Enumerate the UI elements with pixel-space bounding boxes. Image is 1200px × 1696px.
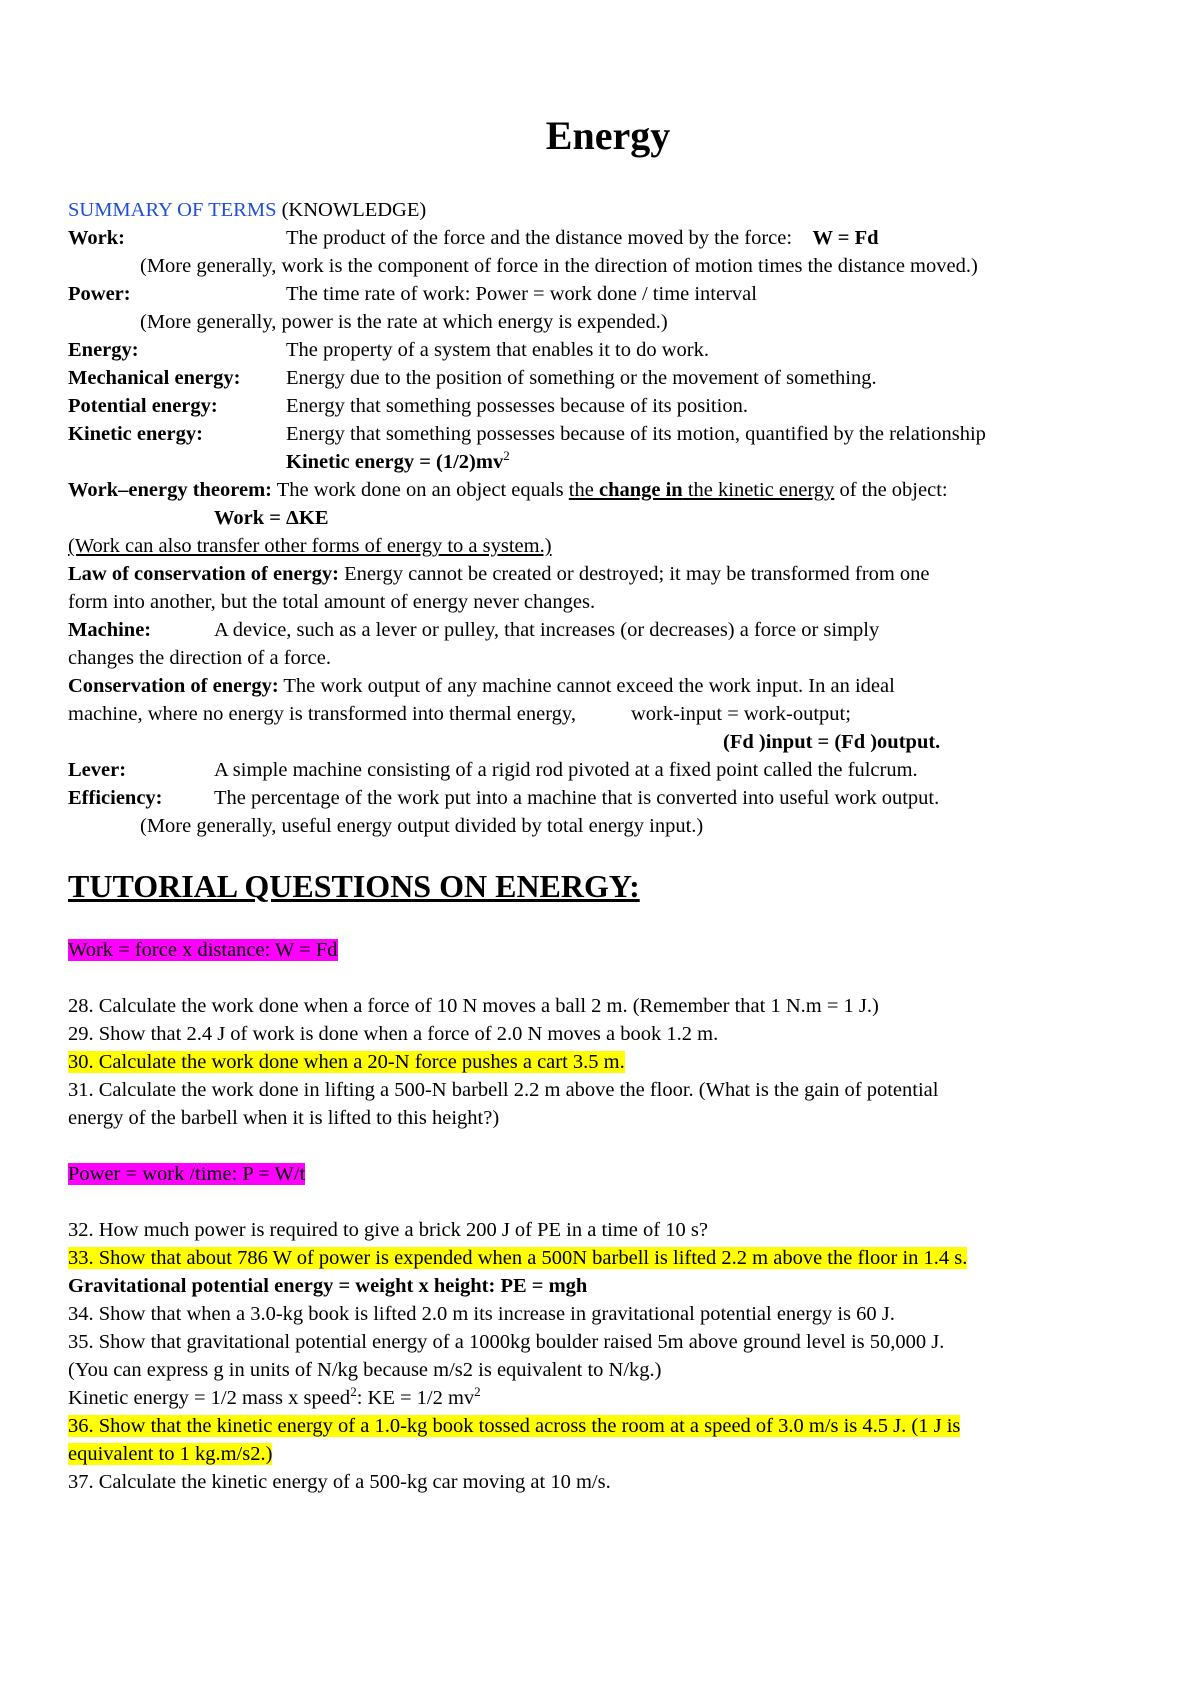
- question-31: 31. Calculate the work done in lifting a 500-N barbell 2.2 m above the floor. (What is the gain of potential: [68, 1079, 939, 1101]
- term-label: Machine:: [68, 619, 152, 641]
- term-definition: Energy due to the position of something or the movement of something.: [286, 367, 877, 389]
- page-title: Energy: [545, 113, 671, 158]
- term-lever: [68, 756, 1148, 784]
- question-35: 35. Show that gravitational potential energy of a 1000kg boulder raised 5m above ground level is 50,000 J.: [68, 1331, 945, 1353]
- fd-formula-text: (Fd )input = (Fd )output.: [723, 731, 941, 753]
- term-definition-end: of the object:: [834, 479, 948, 501]
- work-formula: W = Fd: [812, 227, 879, 249]
- gpe-heading-text: Gravitational potential energy = weight x height: PE = mgh: [68, 1275, 588, 1297]
- question-33: [68, 1244, 1148, 1272]
- term-conservation-energy: [68, 672, 1148, 700]
- term-definition: The property of a system that enables it to do work.: [286, 339, 709, 361]
- summary-heading: [68, 196, 1148, 224]
- efficiency-more: (More generally, useful energy output divided by total energy input.): [140, 815, 704, 837]
- term-definition: The time rate of work: Power = work done / time interval: [286, 283, 757, 305]
- kinetic-formula-text: Kinetic energy = (1/2)mv: [286, 451, 504, 473]
- term-definition: The product of the force and the distance moved by the force:: [286, 227, 793, 249]
- underlined-part: the: [568, 479, 599, 501]
- term-definition: Energy that something possesses because of its motion, quantified by the relationship: [286, 423, 986, 445]
- highlighted-question: 36. Show that the kinetic energy of a 1.0-kg book tossed across the room at a speed of 3.0 m/s is 4.5 J. (1 J is: [68, 1415, 961, 1437]
- fd-formula: [68, 728, 1148, 756]
- term-power: [68, 280, 1148, 308]
- kinetic-energy-formula-line: [68, 1384, 1148, 1412]
- question-36: [68, 1412, 1148, 1440]
- work-energy-note: (Work can also transfer other forms of energy to a system.): [68, 535, 552, 557]
- conservation-energy-cont: [68, 700, 1148, 728]
- highlighted-formula: Work = force x distance: W = Fd: [68, 939, 338, 961]
- gpe-heading: [68, 1272, 1148, 1300]
- question-35-cont: (You can express g in units of N/kg because m/s2 is equivalent to N/kg.): [68, 1359, 662, 1381]
- ke-exponent: 2: [474, 1384, 481, 1400]
- ke-text: : KE = 1/2 mv: [356, 1387, 475, 1409]
- machine-cont: changes the direction of a force.: [68, 647, 331, 669]
- term-label: Efficiency:: [68, 787, 163, 809]
- term-label: Energy:: [68, 339, 139, 361]
- kinetic-formula: [68, 448, 1148, 476]
- term-kinetic-energy: [68, 420, 1148, 448]
- term-machine: [68, 616, 1148, 644]
- term-label: Conservation of energy:: [68, 675, 279, 697]
- term-label: Work:: [68, 227, 125, 249]
- term-label: Power:: [68, 283, 131, 305]
- work-more: (More generally, work is the component of force in the direction of motion times the distance moved.): [140, 255, 978, 277]
- document-page: [68, 112, 1148, 1496]
- question-28: 28. Calculate the work done when a force of 10 N moves a ball 2 m. (Remember that 1 N.m = 1 J.): [68, 995, 879, 1017]
- question-31-cont: energy of the barbell when it is lifted to this height?): [68, 1107, 500, 1129]
- underlined-bold-part: change in: [598, 479, 683, 501]
- term-work: [68, 224, 1148, 252]
- term-label: Potential energy:: [68, 395, 218, 417]
- term-label: Law of conservation of energy:: [68, 563, 340, 585]
- question-29: 29. Show that 2.4 J of work is done when a force of 2.0 N moves a book 1.2 m.: [68, 1023, 719, 1045]
- term-definition: A device, such as a lever or pulley, that increases (or decreases) a force or simply: [214, 619, 880, 641]
- highlighted-question: equivalent to 1 kg.m/s2.): [68, 1443, 273, 1465]
- term-work-energy-theorem: [68, 476, 1148, 504]
- question-37: 37. Calculate the kinetic energy of a 500-kg car moving at 10 m/s.: [68, 1471, 611, 1493]
- work-formula-banner: [68, 936, 1148, 964]
- work-energy-formula: [68, 504, 1148, 532]
- highlighted-question: 30. Calculate the work done when a 20-N force pushes a cart 3.5 m.: [68, 1051, 625, 1073]
- summary-heading-colored: SUMMARY OF TERMS: [68, 199, 277, 221]
- summary-heading-rest: (KNOWLEDGE): [276, 199, 427, 221]
- term-definition: The work done on an object equals: [272, 479, 569, 501]
- term-definition: A simple machine consisting of a rigid rod pivoted at a fixed point called the fulcrum.: [214, 759, 918, 781]
- tutorial-heading: TUTORIAL QUESTIONS ON ENERGY:: [68, 868, 640, 904]
- term-efficiency: [68, 784, 1148, 812]
- ke-text: Kinetic energy = 1/2 mass x speed: [68, 1387, 351, 1409]
- power-more: (More generally, power is the rate at which energy is expended.): [140, 311, 668, 333]
- term-definition: machine, where no energy is transformed into thermal energy,: [68, 703, 576, 725]
- term-energy: [68, 336, 1148, 364]
- work-io-equation: work-input = work-output;: [630, 703, 851, 725]
- question-30: [68, 1048, 1148, 1076]
- ke-exponent: 2: [350, 1384, 357, 1400]
- kinetic-formula-exponent: 2: [503, 448, 510, 464]
- term-definition: Energy cannot be created or destroyed; it may be transformed from one: [339, 563, 930, 585]
- power-formula-banner: [68, 1160, 1148, 1188]
- highlighted-formula: Power = work /time: P = W/t: [68, 1163, 306, 1185]
- term-label: Work–energy theorem:: [68, 479, 272, 501]
- work-energy-formula-text: Work = ΔKE: [214, 507, 329, 529]
- law-conservation-cont: form into another, but the total amount of energy never changes.: [68, 591, 596, 613]
- term-definition: The work output of any machine cannot exceed the work input. In an ideal: [278, 675, 895, 697]
- term-potential-energy: [68, 392, 1148, 420]
- term-label: Lever:: [68, 759, 127, 781]
- term-label: Kinetic energy:: [68, 423, 203, 445]
- highlighted-question: 33. Show that about 786 W of power is expended when a 500N barbell is lifted 2.2 m above the floor in 1.4 s.: [68, 1247, 968, 1269]
- term-label: Mechanical energy:: [68, 367, 241, 389]
- term-definition: The percentage of the work put into a machine that is converted into useful work output.: [214, 787, 940, 809]
- term-definition: Energy that something possesses because of its position.: [286, 395, 748, 417]
- question-34: 34. Show that when a 3.0-kg book is lifted 2.0 m its increase in gravitational potential energy is 60 J.: [68, 1303, 895, 1325]
- question-36-cont: [68, 1440, 1148, 1468]
- term-law-conservation: [68, 560, 1148, 588]
- question-32: 32. How much power is required to give a brick 200 J of PE in a time of 10 s?: [68, 1219, 708, 1241]
- underlined-phrase: [569, 479, 835, 501]
- underlined-part: the kinetic energy: [682, 479, 835, 501]
- term-mechanical-energy: [68, 364, 1148, 392]
